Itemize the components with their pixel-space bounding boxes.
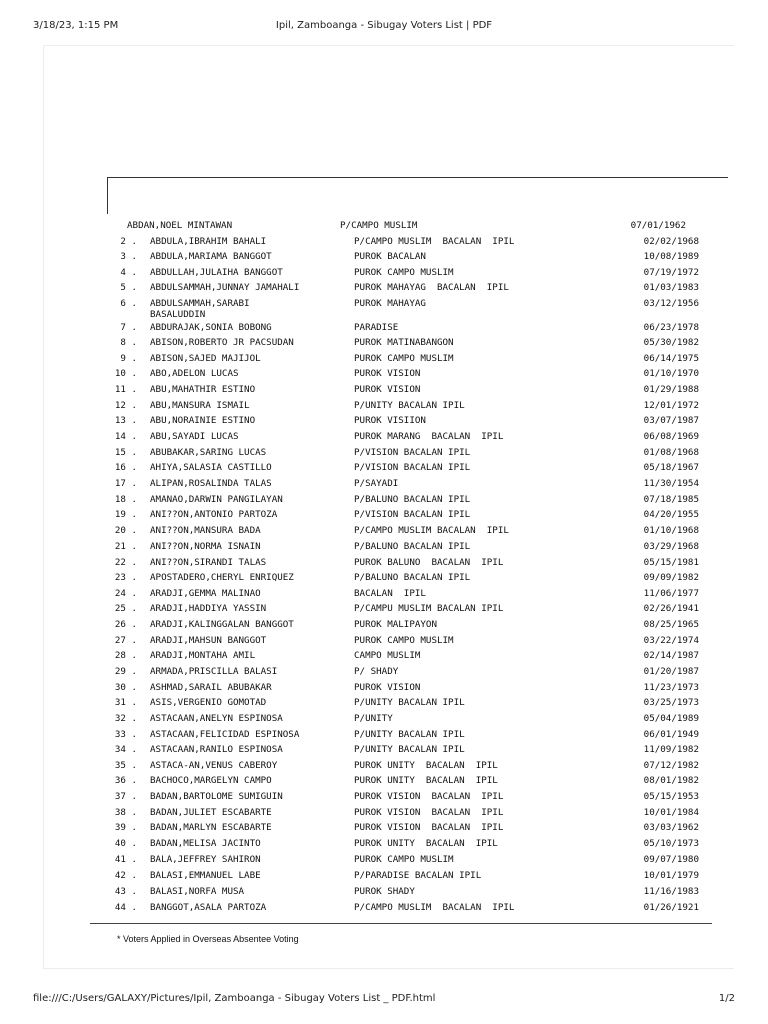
voter-number: 38 . [114, 807, 137, 818]
voter-birthdate: 03/22/1974 [643, 635, 699, 646]
voter-number: 42 . [114, 870, 137, 881]
print-title: Ipil, Zamboanga - Sibugay Voters List | PDF [275, 20, 493, 31]
print-file-path: file:///C:/Users/GALAXY/Pictures/Ipil, Zamboanga - Sibugay Voters List _ PDF.html [33, 993, 436, 1004]
voter-birthdate: 05/10/1973 [643, 838, 699, 849]
voter-birthdate: 10/01/1979 [643, 870, 699, 881]
table-row [0, 665, 768, 679]
voter-number: 7 . [120, 322, 137, 333]
voter-address: P/BALUNO BACALAN IPIL [354, 494, 471, 505]
voter-birthdate: 03/29/1968 [643, 541, 699, 552]
table-bottom-rule [90, 923, 712, 924]
table-row [0, 571, 768, 585]
voter-birthdate: 06/01/1949 [643, 729, 699, 740]
voter-birthdate: 01/08/1968 [643, 447, 699, 458]
voter-number: 41 . [114, 854, 137, 865]
voter-address: P/BALUNO BACALAN IPIL [354, 541, 471, 552]
table-row [0, 524, 768, 538]
table-row [0, 853, 768, 867]
voter-number: 20 . [114, 525, 137, 536]
voter-number: 5 . [120, 282, 137, 293]
table-row [0, 869, 768, 883]
voter-address: BACALAN IPIL [354, 588, 426, 599]
voter-address: PUROK BACALAN [354, 251, 426, 262]
voter-number: 15 . [114, 447, 137, 458]
browser-print-header [0, 0, 768, 30]
voter-number: 40 . [114, 838, 137, 849]
voter-birthdate: 10/01/1984 [643, 807, 699, 818]
table-row [0, 383, 768, 397]
voter-name: ARADJI,GEMMA MALINAO [150, 588, 261, 599]
voter-number: 25 . [114, 603, 137, 614]
table-row [0, 806, 768, 820]
voter-number: 29 . [114, 666, 137, 677]
table-row [0, 712, 768, 726]
voter-name: ANI??ON,SIRANDI TALAS [150, 557, 267, 568]
table-row [0, 540, 768, 554]
voter-address: P/CAMPO MUSLIM BACALAN IPIL [354, 236, 515, 247]
voter-address: PUROK CAMPO MUSLIM [354, 267, 454, 278]
voter-number: 27 . [114, 635, 137, 646]
table-row [0, 297, 768, 320]
voter-address: PUROK VISION BACALAN IPIL [354, 791, 504, 802]
voter-birthdate: 09/09/1982 [643, 572, 699, 583]
voter-address: PUROK VISION [354, 384, 421, 395]
table-row [0, 477, 768, 491]
voter-name: BALASI,EMMANUEL LABE [150, 870, 261, 881]
table-row [0, 414, 768, 428]
voter-name: ASIS,VERGENIO GOMOTAD [150, 697, 267, 708]
voter-address: PUROK BALUNO BACALAN IPIL [354, 557, 504, 568]
voter-birthdate: 01/20/1987 [643, 666, 699, 677]
print-page-number: 1/2 [718, 993, 735, 1004]
table-row [0, 321, 768, 335]
voter-name: BANGGOT,ASALA PARTOZA [150, 902, 267, 913]
voter-name: ALIPAN,ROSALINDA TALAS [150, 478, 272, 489]
voter-name: BADAN,MELISA JACINTO [150, 838, 261, 849]
voter-address: PUROK MAHAYAG BACALAN IPIL [354, 282, 509, 293]
voter-address: PUROK VISION BACALAN IPIL [354, 822, 504, 833]
voter-address: CAMPO MUSLIM [354, 650, 421, 661]
voter-birthdate: 02/14/1987 [643, 650, 699, 661]
voter-address: P/CAMPO MUSLIM [340, 220, 418, 231]
voter-number: 44 . [114, 902, 137, 913]
voter-number: 9 . [120, 353, 137, 364]
voter-number: 36 . [114, 775, 137, 786]
voter-name: ABISON,SAJED MAJIJOL [150, 353, 261, 364]
voter-birthdate: 11/23/1973 [643, 682, 699, 693]
voter-name: ABDURAJAK,SONIA BOBONG [150, 322, 272, 333]
voter-birthdate: 07/19/1972 [643, 267, 699, 278]
voter-birthdate: 01/10/1970 [643, 368, 699, 379]
table-row [0, 493, 768, 507]
voter-address: P/ SHADY [354, 666, 399, 677]
voter-address: PUROK MARANG BACALAN IPIL [354, 431, 504, 442]
voter-birthdate: 07/12/1982 [643, 760, 699, 771]
voter-number: 34 . [114, 744, 137, 755]
voter-address: PUROK VISION [354, 682, 421, 693]
voter-number: 10 . [114, 368, 137, 379]
voter-name: APOSTADERO,CHERYL ENRIQUEZ [150, 572, 294, 583]
table-row [0, 235, 768, 249]
voter-name: ABUBAKAR,SARING LUCAS [150, 447, 267, 458]
voter-address: P/PARADISE BACALAN IPIL [354, 870, 482, 881]
voter-birthdate: 05/30/1982 [643, 337, 699, 348]
voter-address: P/UNITY BACALAN IPIL [354, 697, 465, 708]
voter-number: 33 . [114, 729, 137, 740]
voter-name-continued: BASALUDDIN [150, 309, 206, 320]
voter-name: ABDULA,MARIAMA BANGGOT [150, 251, 272, 262]
voter-birthdate: 10/08/1989 [643, 251, 699, 262]
voter-birthdate: 07/01/1962 [630, 220, 686, 231]
voter-number: 6 . [120, 298, 137, 309]
voter-number: 24 . [114, 588, 137, 599]
voter-name: BALASI,NORFA MUSA [150, 886, 245, 897]
voter-number: 2 . [120, 236, 137, 247]
table-row [0, 743, 768, 757]
browser-print-footer [0, 993, 768, 1013]
voter-number: 32 . [114, 713, 137, 724]
table-row [0, 901, 768, 915]
table-row [0, 821, 768, 835]
voter-name: BADAN,JULIET ESCABARTE [150, 807, 272, 818]
voter-name: ASTACAAN,ANELYN ESPINOSA [150, 713, 283, 724]
table-row [0, 367, 768, 381]
voter-number: 14 . [114, 431, 137, 442]
voter-birthdate: 11/06/1977 [643, 588, 699, 599]
voter-address: P/UNITY BACALAN IPIL [354, 744, 465, 755]
voter-birthdate: 05/18/1967 [643, 462, 699, 473]
voter-name: ASHMAD,SARAIL ABUBAKAR [150, 682, 272, 693]
voter-birthdate: 06/23/1978 [643, 322, 699, 333]
voter-name: AHIYA,SALASIA CASTILLO [150, 462, 272, 473]
voter-birthdate: 08/01/1982 [643, 775, 699, 786]
table-row [0, 219, 768, 233]
table-row [0, 837, 768, 851]
voter-birthdate: 11/09/1982 [643, 744, 699, 755]
voter-number: 22 . [114, 557, 137, 568]
voter-birthdate: 06/14/1975 [643, 353, 699, 364]
voter-name: BACHOCO,MARGELYN CAMPO [150, 775, 272, 786]
voter-address: PUROK SHADY [354, 886, 415, 897]
voter-address: P/SAYADI [354, 478, 399, 489]
voter-number: 18 . [114, 494, 137, 505]
voter-number: 26 . [114, 619, 137, 630]
voter-name: BALA,JEFFREY SAHIRON [150, 854, 261, 865]
voter-name: ARADJI,MONTAHA AMIL [150, 650, 256, 661]
table-row [0, 790, 768, 804]
table-row [0, 885, 768, 899]
table-row [0, 430, 768, 444]
table-row [0, 508, 768, 522]
voter-birthdate: 06/08/1969 [643, 431, 699, 442]
table-row [0, 587, 768, 601]
voter-number: 19 . [114, 509, 137, 520]
voter-address: PUROK UNITY BACALAN IPIL [354, 775, 498, 786]
voter-address: P/VISION BACALAN IPIL [354, 462, 471, 473]
voter-number: 23 . [114, 572, 137, 583]
voter-number: 21 . [114, 541, 137, 552]
voter-number: 31 . [114, 697, 137, 708]
voter-number: 3 . [120, 251, 137, 262]
voter-name: ANI??ON,ANTONIO PARTOZA [150, 509, 278, 520]
voter-address: PUROK CAMPO MUSLIM [354, 635, 454, 646]
voter-birthdate: 07/18/1985 [643, 494, 699, 505]
voter-address: PUROK MATINABANGON [354, 337, 454, 348]
voter-name: ARADJI,MAHSUN BANGGOT [150, 635, 267, 646]
table-row [0, 728, 768, 742]
voter-birthdate: 01/29/1988 [643, 384, 699, 395]
table-row [0, 649, 768, 663]
voter-address: P/CAMPO MUSLIM BACALAN IPIL [354, 902, 515, 913]
voter-name: ABO,ADELON LUCAS [150, 368, 239, 379]
voter-name: ABDAN,NOEL MINTAWAN [127, 220, 233, 231]
table-header-box [107, 177, 728, 214]
voter-name: AMANAO,DARWIN PANGILAYAN [150, 494, 283, 505]
table-row [0, 774, 768, 788]
voter-birthdate: 01/03/1983 [643, 282, 699, 293]
voter-birthdate: 05/15/1981 [643, 557, 699, 568]
voter-birthdate: 02/02/1968 [643, 236, 699, 247]
voter-address: PUROK CAMPO MUSLIM [354, 353, 454, 364]
table-row [0, 399, 768, 413]
voter-number: 30 . [114, 682, 137, 693]
voter-number: 43 . [114, 886, 137, 897]
voter-number: 35 . [114, 760, 137, 771]
table-row [0, 696, 768, 710]
voter-birthdate: 03/12/1956 [643, 298, 699, 309]
voter-address: P/UNITY BACALAN IPIL [354, 400, 465, 411]
voter-address: PUROK MALIPAYON [354, 619, 437, 630]
voter-name: ABU,SAYADI LUCAS [150, 431, 239, 442]
voter-birthdate: 04/20/1955 [643, 509, 699, 520]
table-row [0, 336, 768, 350]
voter-number: 12 . [114, 400, 137, 411]
table-row [0, 461, 768, 475]
voter-name: BADAN,BARTOLOME SUMIGUIN [150, 791, 283, 802]
voter-birthdate: 05/15/1953 [643, 791, 699, 802]
table-row [0, 556, 768, 570]
footnote: * Voters Applied in Overseas Absentee Voting [117, 934, 299, 944]
table-row [0, 634, 768, 648]
table-row [0, 602, 768, 616]
voter-address: P/UNITY [354, 713, 393, 724]
table-row [0, 352, 768, 366]
voter-number: 4 . [120, 267, 137, 278]
voter-address: PUROK VISIION [354, 415, 426, 426]
voter-birthdate: 03/07/1987 [643, 415, 699, 426]
voter-name: ANI??ON,MANSURA BADA [150, 525, 261, 536]
table-row [0, 266, 768, 280]
voter-number: 16 . [114, 462, 137, 473]
voter-name: ABISON,ROBERTO JR PACSUDAN [150, 337, 294, 348]
voter-name: ARADJI,KALINGGALAN BANGGOT [150, 619, 294, 630]
voter-name: ASTACAAN,FELICIDAD ESPINOSA [150, 729, 300, 740]
voter-birthdate: 08/25/1965 [643, 619, 699, 630]
table-row [0, 250, 768, 264]
voter-number: 28 . [114, 650, 137, 661]
voter-name: ABU,NORAINIE ESTINO [150, 415, 256, 426]
voter-address: P/CAMPU MUSLIM BACALAN IPIL [354, 603, 504, 614]
voter-number: 37 . [114, 791, 137, 802]
voter-address: PUROK UNITY BACALAN IPIL [354, 760, 498, 771]
voter-birthdate: 11/16/1983 [643, 886, 699, 897]
voter-name: ABDULSAMMAH,JUNNAY JAMAHALI [150, 282, 300, 293]
voter-birthdate: 09/07/1980 [643, 854, 699, 865]
voter-number: 13 . [114, 415, 137, 426]
voter-birthdate: 02/26/1941 [643, 603, 699, 614]
voter-address: PARADISE [354, 322, 399, 333]
voter-birthdate: 12/01/1972 [643, 400, 699, 411]
voter-number: 39 . [114, 822, 137, 833]
voter-address: P/UNITY BACALAN IPIL [354, 729, 465, 740]
voter-birthdate: 11/30/1954 [643, 478, 699, 489]
voter-birthdate: 05/04/1989 [643, 713, 699, 724]
voter-name: ANI??ON,NORMA ISNAIN [150, 541, 261, 552]
voter-address: PUROK VISION BACALAN IPIL [354, 807, 504, 818]
table-row [0, 281, 768, 295]
voter-name: ASTACA-AN,VENUS CABEROY [150, 760, 278, 771]
voter-birthdate: 03/03/1962 [643, 822, 699, 833]
voter-name: ASTACAAN,RANILO ESPINOSA [150, 744, 283, 755]
voter-name: ARMADA,PRISCILLA BALASI [150, 666, 278, 677]
voter-birthdate: 01/26/1921 [643, 902, 699, 913]
voter-name: BADAN,MARLYN ESCABARTE [150, 822, 272, 833]
voter-name: ARADJI,HADDIYA YASSIN [150, 603, 267, 614]
table-row [0, 618, 768, 632]
voter-name: ABDULLAH,JULAIHA BANGGOT [150, 267, 283, 278]
table-row [0, 446, 768, 460]
voter-address: P/BALUNO BACALAN IPIL [354, 572, 471, 583]
print-datetime: 3/18/23, 1:15 PM [33, 20, 119, 31]
voter-address: PUROK VISION [354, 368, 421, 379]
table-row [0, 759, 768, 773]
voter-address: P/VISION BACALAN IPIL [354, 447, 471, 458]
voter-name: ABDULA,IBRAHIM BAHALI [150, 236, 267, 247]
table-row [0, 681, 768, 695]
voter-number: 17 . [114, 478, 137, 489]
voter-name: ABDULSAMMAH,SARABI [150, 298, 250, 309]
voter-number: 11 . [114, 384, 137, 395]
voter-name: ABU,MANSURA ISMAIL [150, 400, 250, 411]
voter-number: 8 . [120, 337, 137, 348]
voter-address: PUROK MAHAYAG [354, 298, 426, 309]
voter-name: ABU,MAHATHIR ESTINO [150, 384, 256, 395]
voter-birthdate: 01/10/1968 [643, 525, 699, 536]
voter-address: P/VISION BACALAN IPIL [354, 509, 471, 520]
voter-address: P/CAMPO MUSLIM BACALAN IPIL [354, 525, 509, 536]
voter-address: PUROK UNITY BACALAN IPIL [354, 838, 498, 849]
voter-birthdate: 03/25/1973 [643, 697, 699, 708]
voter-address: PUROK CAMPO MUSLIM [354, 854, 454, 865]
